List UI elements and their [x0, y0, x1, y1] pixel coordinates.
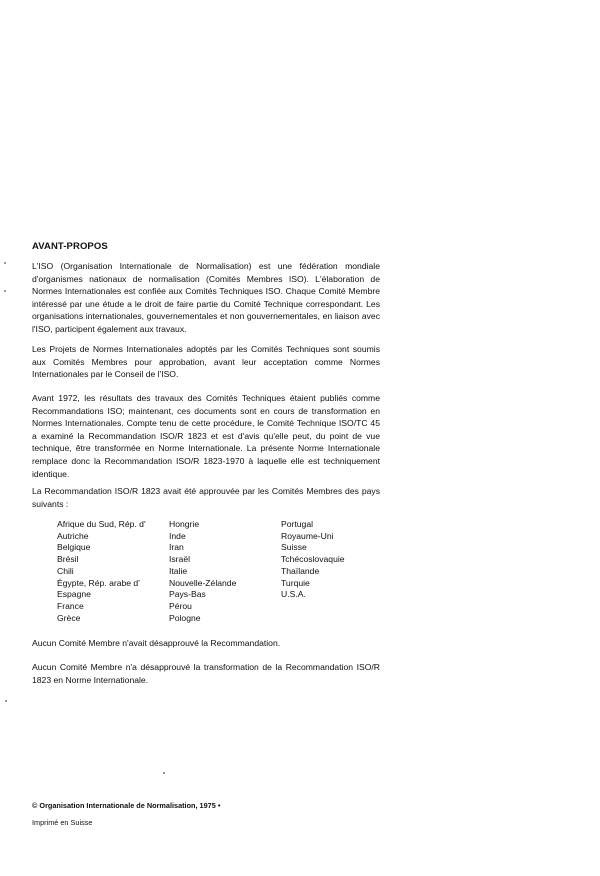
paragraph-draft-standards: Les Projets de Normes Internationales adoptés par les Comités Techniques sont soumis aux Comités Membres pour approbation, avant leur acceptation comme Normes Internationales par le Conseil de l'ISO.: [32, 344, 380, 380]
country-item: Israël: [169, 554, 191, 565]
country-item: Inde: [169, 530, 186, 541]
country-item: Belgique: [57, 542, 91, 553]
country-item: Royaume-Uni: [281, 530, 334, 541]
country-item: U.S.A.: [281, 589, 306, 600]
country-item: Iran: [169, 542, 184, 553]
country-item: Portugal: [281, 519, 314, 529]
printed-in-notice: Imprimé en Suisse: [32, 818, 93, 827]
approving-countries-list: [57, 519, 387, 629]
country-item: Tchécoslovaquie: [281, 554, 345, 565]
country-item: France: [57, 600, 84, 611]
countries-column-1: [57, 519, 146, 624]
paragraph-approval-intro: La Recommandation ISO/R 1823 avait été approuvée par les Comités Membres des pays suivants :: [32, 486, 380, 509]
country-item: Pologne: [169, 612, 201, 623]
countries-column-2: [169, 519, 236, 624]
country-item: Thaïlande: [281, 565, 320, 576]
scan-speck: [4, 290, 6, 292]
country-item: Espagne: [57, 589, 91, 600]
country-item: Pays-Bas: [169, 589, 206, 600]
country-item: Suisse: [281, 542, 307, 553]
paragraph-no-disapproval-transformation: Aucun Comité Membre n'a désapprouvé la transformation de la Recommandation ISO/R 1823 en Norme Internationale.: [32, 662, 380, 685]
paragraph-iso-intro: L'ISO (Organisation Internationale de Normalisation) est une fédération mondiale d'organismes nationaux de normalisation (Comités Membres ISO). L'élaboration de Normes Internationales est confiée aux Comités Techniques ISO. Chaque Comité Membre intéressé par une étude a le droit de faire partie du Comité Technique correspondant. Les organisations internationales, gouvernementales et non gouvernementales, en liaison avec l'ISO, participent également aux travaux.: [32, 261, 380, 334]
country-item: Autriche: [57, 530, 89, 541]
paragraph-no-disapproval: Aucun Comité Membre n'avait désapprouvé la Recommandation.: [32, 638, 281, 648]
country-item: Pérou: [169, 600, 192, 611]
scan-speck: [4, 262, 6, 264]
country-item: Chili: [57, 565, 74, 576]
country-item: Hongrie: [169, 519, 200, 529]
country-item: Turquie: [281, 577, 310, 588]
scan-speck: [163, 772, 165, 774]
paragraph-recommendation-history: Avant 1972, les résultats des travaux des Comités Techniques étaient publiés comme Recommandations ISO; maintenant, ces documents sont en cours de transformation en Normes Internationales. Compte tenu de cette procédure, le Comité Technique ISO/TC 45 a examiné la Recommandation ISO/R 1823 et est d'avis qu'elle peut, du point de vue technique, être transformée en Norme Internationale. La présente Norme Internationale remplace donc la Recommandation ISO/R 1823-1970 à laquelle elle est techniquement identique.: [32, 393, 380, 479]
country-item: Grèce: [57, 612, 81, 623]
country-item: Brésil: [57, 554, 79, 565]
scan-speck: [5, 700, 7, 702]
section-heading: AVANT-PROPOS: [32, 241, 108, 252]
country-item: Afrique du Sud, Rép. d': [57, 519, 146, 529]
country-item: Nouvelle-Zélande: [169, 577, 237, 588]
copyright-notice: © Organisation Internationale de Normalisation, 1975 •: [32, 801, 221, 810]
country-item: Italie: [169, 565, 188, 576]
countries-column-3: [281, 519, 345, 601]
country-item: Égypte, Rép. arabe d': [57, 577, 140, 588]
